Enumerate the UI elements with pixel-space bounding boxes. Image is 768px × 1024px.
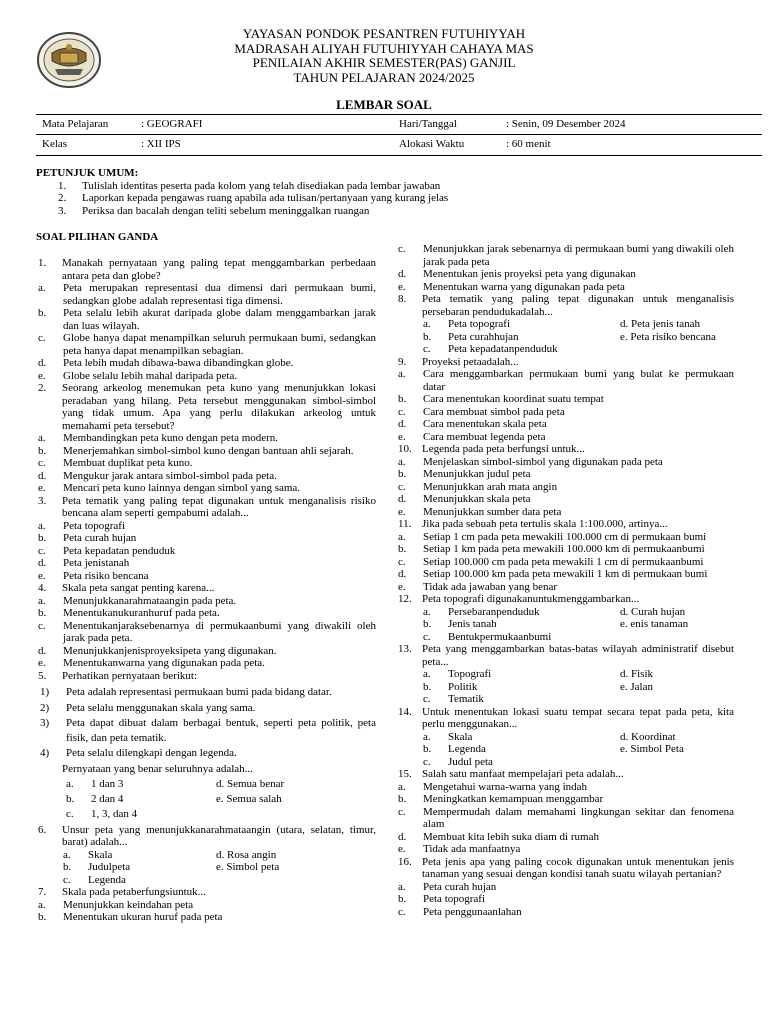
option: b. Peta topografi [398,893,486,905]
option: d. Menunjukkanjenisproyeksipeta yang digunakan. [38,644,277,657]
question-16: 16. Peta jenis apa yang paling cocok digunakan untuk menentukan jenis tanaman yang sesuai dengan kondisi tanah suatu wilayah pertanian? [398,855,734,880]
statement: 1) Peta adalah representasi permukaan bumi pada bidang datar. [40,686,332,698]
option: a. Mengetahui warna-warna yang indah [398,780,588,793]
option: b. Menentukanukuranhuruf pada peta. [38,607,220,619]
question-14: 14. Untuk menentukan lokasi suatu tempat secara tepat pada peta, kita perlu menggunakan... [398,705,734,730]
option-row: a. Persebaranpenduduk d. Curah hujan [423,605,686,618]
option: e. Menentukanwarna yang digunakan pada peta. [38,657,265,669]
option: c. Menunjukkan jarak sebenarnya di permukaan bumi yang diwakili oleh jarak pada peta [398,243,734,268]
question-3: 3. Peta tematik yang paling tepat digunakan untuk menganalisis risiko bencana alam seperti gempabumi adalah... [38,494,376,519]
option: b. Setiap 1 km pada peta mewakili 100.000 km di permukaanbumi [398,543,705,555]
option: e. Mencari peta kuno lainnya dengan simbol yang sama. [38,482,301,494]
question-8: 8. Peta tematik yang paling tepat digunakan untuk menganalisis persebaran pendudukadalah... [398,293,734,318]
option: c. Membuat duplikat peta kuno. [38,457,193,469]
kelas-value: : XII IPS [141,138,181,150]
mapel-label: Mata Pelajaran [42,118,109,130]
option: d. Peta lebih mudah dibawa-bawa dibandingkan globe. [38,357,294,369]
statement: 3) Peta dapat dibuat dalam berbagai bentuk, seperti peta politik, peta fisik, dan peta tematik. [40,717,376,744]
option: e. Tidak ada manfaatnya [398,843,521,855]
waktu-value: : 60 menit [506,138,551,150]
option: a. Membandingkan peta kuno dengan peta modern. [38,432,279,444]
option: d. Mengukur jarak antara simbol-simbol pada peta. [38,469,277,482]
identity-table [36,114,762,156]
option: e. Cara membuat legenda peta [398,430,546,443]
option: c. Peta penggunaanlahan [398,905,522,918]
option: c. Mempermudah dalam memahami lingkungan sekitar dan fenomena alam [398,805,734,830]
hari-label: Hari/Tanggal [399,118,457,130]
option: c. Globe hanya dapat menampilkan seluruh permukaan bumi, sedangkan peta hanya dapat menampilkan sebagian. [38,332,376,357]
header-year: TAHUN PELAJARAN 2024/2025 [293,69,475,85]
option: b. Peta selalu lebih akurat daripada globe dalam menggambarkan jarak dan luas wilayah. [38,307,376,332]
option: d. Cara menentukan skala peta [398,418,547,430]
option-row: c. Bentukpermukaanbumi [423,630,552,643]
waktu-label: Alokasi Waktu [399,138,465,150]
question-4: 4. Skala peta sangat penting karena... [38,582,215,594]
option-row: c. Judul peta [423,755,493,768]
option: e. Globe selalu lebih mahal daripada peta. [38,369,238,382]
option: a. Peta topografi [38,519,126,532]
option: d. Setiap 100.000 km pada peta mewakili 1 km di permukaan bumi [398,568,708,580]
statement: 4) Peta selalu dilengkapi dengan legenda. [40,747,237,759]
option-row: b. Judulpeta e. Simbol peta [63,861,280,873]
option: c. Menentukanjaraksebenarnya di permukaanbumi yang diwakili oleh jarak pada peta. [38,619,376,644]
question-15: 15. Salah satu manfaat mempelajari peta adalah... [398,768,624,780]
option: e. Tidak ada jawaban yang benar [398,580,557,593]
question-2: 2. Seorang arkeolog menemukan peta kuno yang menunjukkan lokasi peradaban yang hilang. Peta tersebut menggunakan simbol-simbol yang tidak umum. Apa yang perlu dilakukan arkeolog untuk memahami peta tersebut? [38,382,376,432]
option: a. Menjelaskan simbol-simbol yang digunakan pada peta [398,455,663,468]
instructions-title: PETUNJUK UMUM: [36,167,139,179]
kelas-label: Kelas [42,138,68,150]
option: d. Membuat kita lebih suka diam di rumah [398,830,599,843]
option-row: b. Politik e. Jalan [423,680,653,693]
option-row: c. Tematik [423,693,484,705]
option: a. Setiap 1 cm pada peta mewakili 100.000 cm di permukaan bumi [398,530,707,543]
statement: 2) Peta selalu menggunakan skala yang sama. [40,701,256,714]
question-1: 1. Manakah pernyataan yang paling tepat menggambarkan perbedaan antara peta dan globe? [38,257,376,282]
option-row: a. Skala d. Koordinat [423,730,676,743]
hari-value: : Senin, 09 Desember 2024 [506,118,626,130]
option: c. Cara membuat simbol pada peta [398,405,565,418]
option-row: b. Legenda e. Simbol Peta [423,743,684,755]
option: a. Menunjukkan keindahan peta [38,898,194,911]
option-row: a. Topografi d. Fisik [423,668,654,680]
option: e. Menunjukkan sumber data peta [398,505,562,518]
option: a. Peta curah hujan [398,880,497,893]
option: b. Menentukan ukuran huruf pada peta [38,911,223,923]
option: a. Peta merupakan representasi dua dimensi dari permukaan bumi, sedangkan globe adalah representasi tiga dimensi. [38,282,376,307]
option: b. Cara menentukan koordinat suatu tempat [398,393,604,405]
instruction-item: 1. Tulislah identitas peserta pada kolom yang telah disediakan pada lembar jawaban [58,179,441,192]
option: e. Menentukan warna yang digunakan pada peta [398,280,625,293]
option: a. Cara menggambarkan permukaan bumi yang bulat ke permukaan datar [398,368,734,393]
question-6: 6. Unsur peta yang menunjukkanarahmataangin (utara, selatan, timur, barat) adalah... [38,823,376,848]
option: a. Menunjukkanarahmataangin pada peta. [38,594,237,607]
left-column [36,257,376,924]
mapel-value: : GEOGRAFI [141,118,203,130]
instruction-item: 3. Periksa dan bacalah dengan teliti sebelum meninggalkan ruangan [58,204,370,217]
option: d. Menunjukkan skala peta [398,493,531,505]
instructions [36,167,736,217]
option: c. Setiap 100.000 cm pada peta mewakili 1 cm di permukaanbumi [398,555,704,568]
option: c. Menunjukkan arah mata angin [398,480,558,493]
option-row: a. 1 dan 3 d. Semua benar [66,777,285,790]
header-school: MADRASAH ALIYAH FUTUHIYYAH CAHAYA MAS [234,40,534,56]
option-row: c. Legenda [63,873,126,886]
instruction-item: 2. Laporkan kepada pengawas ruang apabila ada tulisan/pertanyaan yang kurang jelas [58,192,449,204]
question-9: 9. Proyeksi petaadalah... [398,355,519,368]
option: b. Peta curah hujan [38,532,137,544]
question-5: 5. Perhatikan pernyataan berikut: [38,669,198,682]
option: e. Peta risiko bencana [38,569,149,582]
question-11: 11. Jika pada sebuah peta tertulis skala 1:100.000, artinya... [398,518,668,530]
question-7: 7. Skala pada petaberfungsiuntuk... [38,886,206,898]
table-divider [36,134,762,135]
option-row: a. Skala d. Rosa angin [63,848,277,861]
question-13: 13. Peta yang menggambarkan batas-batas wilayah administratif disebut peta... [398,643,734,668]
option: d. Menentukan jenis proyeksi peta yang digunakan [398,268,636,280]
option: b. Menerjemahkan simbol-simbol kuno dengan bantuan ahli sejarah. [38,444,354,457]
header-foundation: YAYASAN PONDOK PESANTREN FUTUHIYYAH [242,26,526,41]
question-10: 10. Legenda pada peta berfungsi untuk... [398,443,585,455]
option-row: c. 1, 3, dan 4 [66,807,138,820]
option-row: b. 2 dan 4 e. Semua salah [66,792,282,805]
option: d. Peta jenistanah [38,557,130,569]
option: c. Peta kepadatan penduduk [38,544,176,557]
option: b. Meningkatkan kemampuan menggambar [398,793,604,805]
option-row: c. Peta kepadatanpenduduk [423,343,558,355]
option: b. Menunjukkan judul peta [398,468,531,480]
option-row: a. Peta topografi d. Peta jenis tanah [423,318,701,330]
right-column [396,243,734,918]
section-title: SOAL PILIHAN GANDA [36,231,159,243]
option-row: b. Peta curahhujan e. Peta risiko bencana [423,330,716,343]
option-row: b. Jenis tanah e. enis tanaman [423,618,689,630]
question-12: 12. Peta topografi digunakanuntukmenggambarkan... [398,593,640,605]
page-title: LEMBAR SOAL [336,97,432,112]
header-exam: PENILAIAN AKHIR SEMESTER(PAS) GANJIL [252,55,516,70]
question-5-closing: Pernyataan yang benar seluruhnya adalah... [62,762,253,775]
